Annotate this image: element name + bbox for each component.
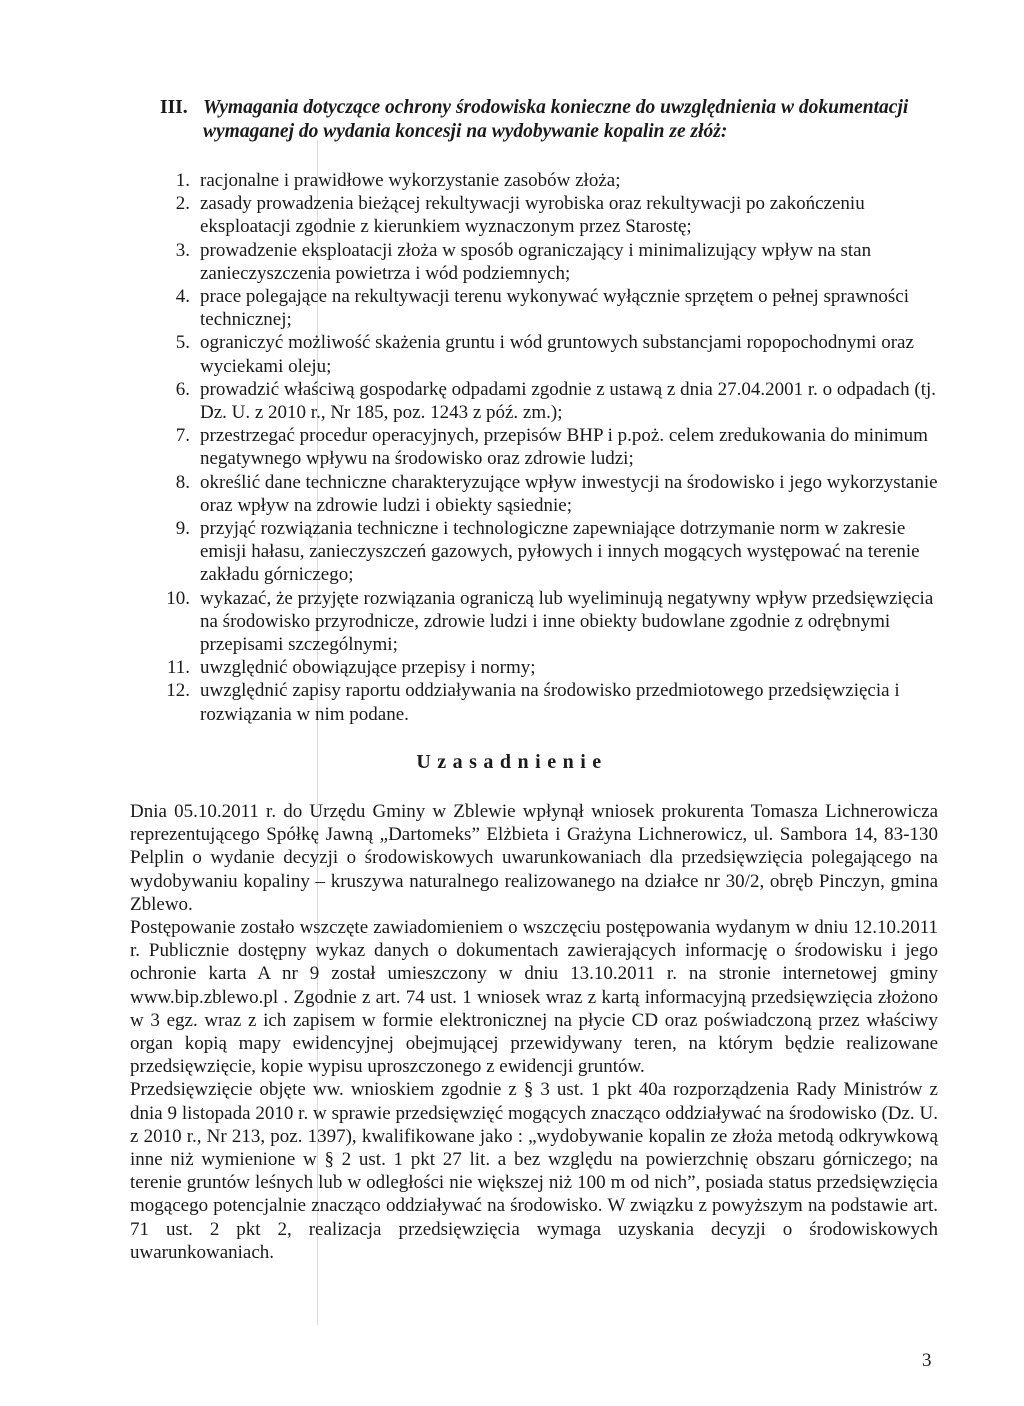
paragraph: Przedsięwzięcie objęte ww. wnioskiem zgodnie z § 3 ust. 1 pkt 40a rozporządzenia Rady Ministrów z dnia 9 listopada 2010 r. w sprawie przedsięwzięć mogących znacząco oddziaływać na środowisko (Dz. U. z 2010 r., Nr 213, poz. 1397), kwalifikowane jako : „wydobywanie kopalin ze złoża metodą odkrywkową inne niż wymienione w § 2 ust. 1 pkt 27 lit. a bez względu na powierzchnię obszaru górniczego; na terenie gruntów leśnych lub w odległości nie większej niż 100 m od nich”, posiada status przedsięwzięcia mogącego potencjalnie znacząco oddziaływać na środowisko. W związku z powyższym na podstawie art. 71 ust. 2 pkt 2, realizacja przedsięwzięcia wymaga uzyskania decyzji o środowiskowych uwarunkowaniach. — [130, 1079, 938, 1263]
requirements-list — [160, 169, 940, 726]
list-item: 4. prace polegające na rekultywacji terenu wykonywać wyłącznie sprzętem o pełnej sprawności technicznej; — [175, 286, 910, 331]
list-item: 3. prowadzenie eksploatacji złoża w sposób ograniczający i minimalizujący wpływ na stan zanieczyszczenia powietrza i wód podziemnych; — [175, 239, 872, 284]
list-item: 7. przestrzegać procedur operacyjnych, przepisów BHP i p.poż. celem zredukowania do minimum negatywnego wpływu na środowisko oraz zdrowie ludzi; — [175, 425, 928, 470]
list-item: 10. wykazać, że przyjęte rozwiązania ograniczą lub wyeliminują negatywny wpływ przedsięwzięcia na środowisko przyrodnicze, zdrowie ludzi i inne obiekty budowlane zgodnie z odrębnymi przepisami szczególnymi; — [166, 587, 934, 656]
section-heading-text: Wymagania dotyczące ochrony środowiska konieczne do uwzględnienia w dokumentacji wymaganej do wydania koncesji na wydobywanie kopalin ze złóż: — [203, 97, 909, 142]
list-item: 8. określić dane techniczne charakteryzujące wpływ inwestycji na środowisko i jego wykorzystanie oraz wpływ na zdrowie ludzi i obiekty sąsiednie; — [175, 471, 938, 516]
page-number: 3 — [922, 1350, 932, 1371]
list-item: 5. ograniczyć możliwość skażenia gruntu i wód gruntowych substancjami ropopochodnymi oraz wyciekami oleju; — [175, 332, 914, 377]
list-item: 6. prowadzić właściwą gospodarkę odpadami zgodnie z ustawą z dnia 27.04.2001 r. o odpadach (tj. Dz. U. z 2010 r., Nr 185, poz. 1243 z póź. zm.); — [175, 378, 937, 424]
justification-title: Uzasadnienie — [416, 751, 608, 773]
section-heading — [160, 96, 960, 144]
paragraph: Dnia 05.10.2011 r. do Urzędu Gminy w Zblewie wpłynął wniosek prokurenta Tomasza Lichnerowicza reprezentującego Spółkę Jawną „Dartomeks” Elżbieta i Grażyna Lichnerowicz, ul. Sambora 14, 83-130 Pelplin o wydanie decyzji o środowiskowych uwarunkowaniach dla przedsięwzięcia polegającego na wydobywaniu kopaliny – kruszywa naturalnego realizowanego na działce nr 30/2, obręb Pinczyn, gmina Zblewo. — [130, 801, 938, 915]
list-item: 2. zasady prowadzenia bieżącej rekultywacji wyrobiska oraz rekultywacji po zakończeniu eksploatacji zgodnie z kierunkiem wyznaczonym przez Starostę; — [175, 193, 865, 238]
section-number: III. — [160, 97, 188, 118]
list-item: 12. uwzględnić zapisy raportu oddziaływania na środowisko przedmiotowego przedsięwzięcia i rozwiązania w nim podane. — [166, 680, 900, 725]
list-item: 1. racjonalne i prawidłowe wykorzystanie zasobów złoża; — [175, 170, 621, 191]
justification-body — [130, 800, 938, 1264]
paragraph: Postępowanie zostało wszczęte zawiadomieniem o wszczęciu postępowania wydanym w dniu 12.10.2011 r. Publicznie dostępny wykaz danych o dokumentach zawierających informację o środowisku i jego ochronie karta A nr 9 został umieszczony w dniu 13.10.2011 r. na stronie internetowej gminy www.bip.zblewo.pl . Zgodnie z art. 74 ust. 1 wniosek wraz z kartą informacyjną przedsięwzięcia złożono w 3 egz. wraz z ich zapisem w formie elektronicznej na płycie CD oraz poświadczoną przez właściwy organ kopią mapy ewidencyjnej obejmującej przewidywany teren, na którym będzie realizowane przedsięwzięcie, kopie wypisu uproszczonego z ewidencji gruntów. — [130, 917, 938, 1078]
list-item: 9. przyjąć rozwiązania techniczne i technologiczne zapewniające dotrzymanie norm w zakresie emisji hałasu, zanieczyszczeń gazowych, pyłowych i innych mogących występować na terenie zakładu górniczego; — [175, 518, 920, 586]
list-item: 11. uwzględnić obowiązujące przepisy i normy; — [166, 657, 536, 679]
